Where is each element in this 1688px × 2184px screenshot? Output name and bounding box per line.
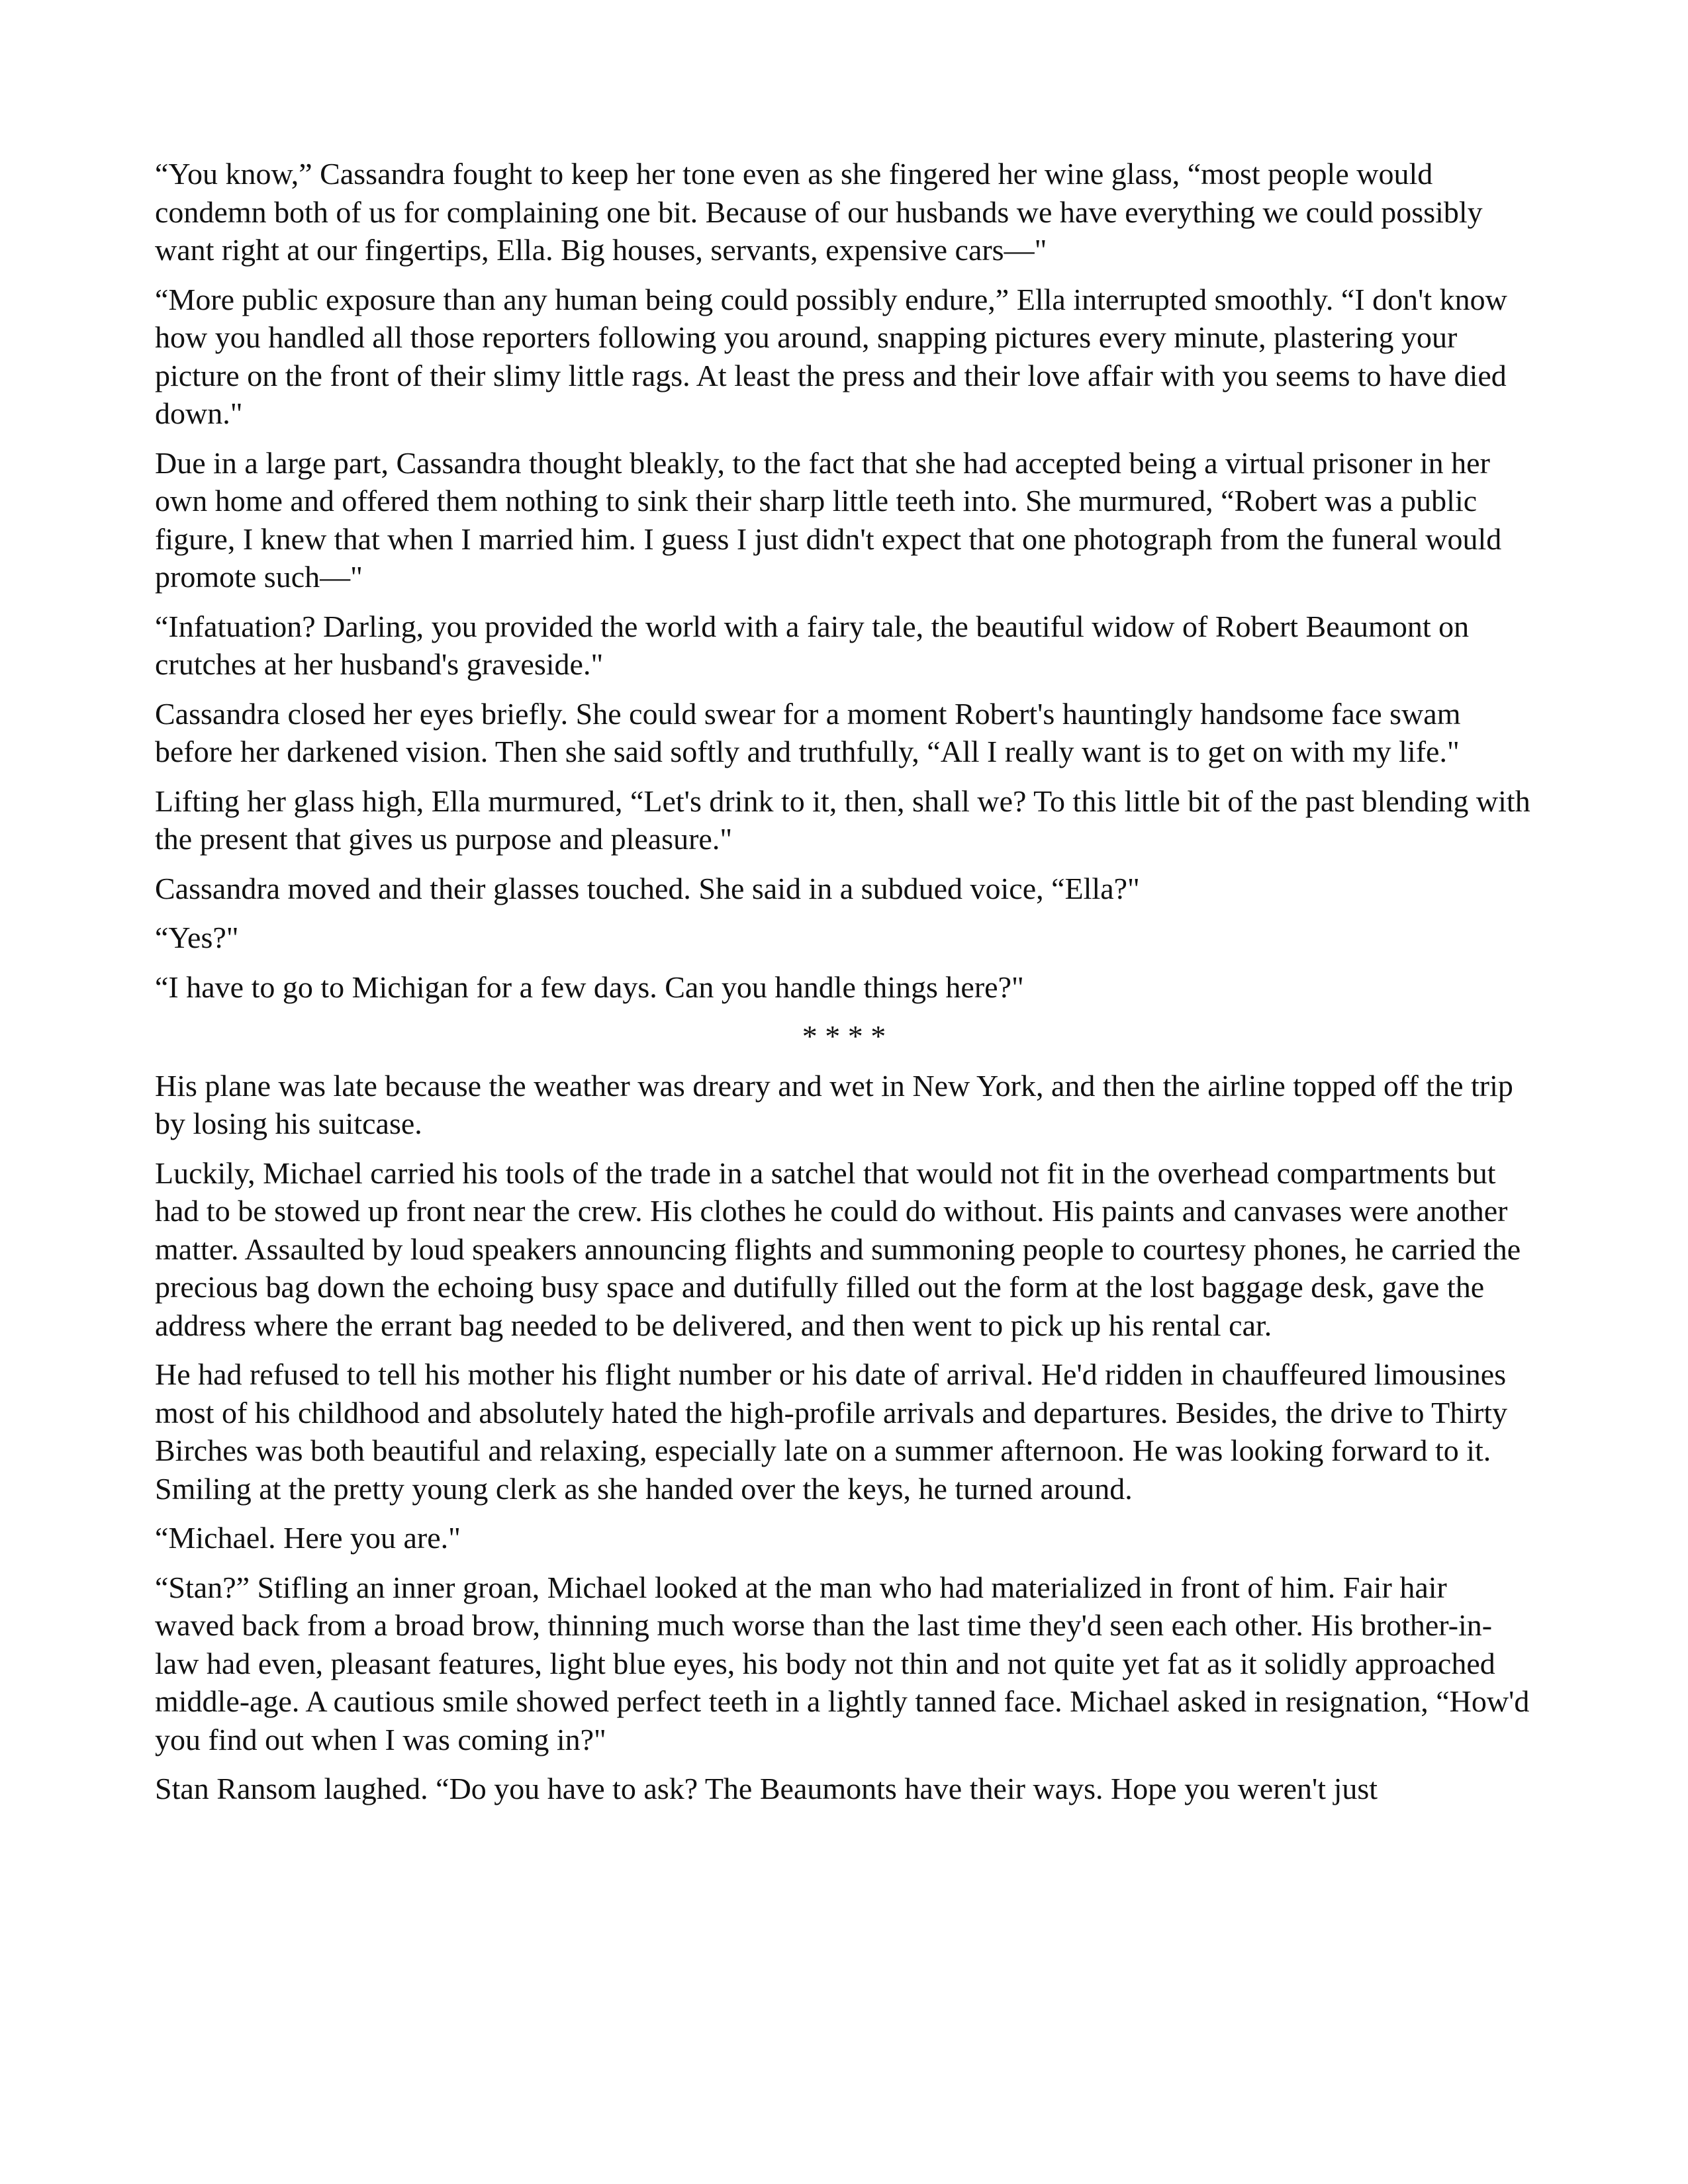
paragraph: “I have to go to Michigan for a few days. Can you handle things here?" bbox=[155, 970, 1024, 1004]
paragraph: Cassandra closed her eyes briefly. She could swear for a moment Robert's hauntingly handsome face swam before her darkened vision. Then she said softly and truthfully, “All I really want is to get on with my life." bbox=[155, 696, 1461, 768]
paragraph: “More public exposure than any human being could possibly endure,” Ella interrupted smoothly. “I don't know how you handled all those reporters following you around, snapping pictures every minute, plastering your picture on the front of their slimy little rags. At least the press and their love affair with you seems to have died down." bbox=[155, 282, 1507, 430]
paragraph: He had refused to tell his mother his flight number or his date of arrival. He'd ridden in chauffeured limousines most of his childhood and absolutely hated the high-profile arrivals and departures. Besides, the drive to Thirty Birches was both beautiful and relaxing, especially late on a summer afternoon. He was looking forward to it. Smiling at the pretty young clerk as she handed over the keys, he turned around. bbox=[155, 1357, 1508, 1506]
paragraph: Luckily, Michael carried his tools of the trade in a satchel that would not fit in the overhead compartments but had to be stowed up front near the crew. His clothes he could do without. His paints and canvases were another matter. Assaulted by loud speakers announcing flights and summoning people to courtesy phones, he carried the precious bag down the echoing busy space and dutifully filled out the form at the lost baggage desk, gave the address where the errant bag needed to be delivered, and then went to pick up his rental car. bbox=[155, 1156, 1521, 1342]
scene-break: * * * * bbox=[802, 1019, 886, 1053]
paragraph: “Infatuation? Darling, you provided the world with a fairy tale, the beautiful widow of Robert Beaumont on crutches at her husband's graveside." bbox=[155, 609, 1470, 681]
paragraph: Cassandra moved and their glasses touched. She said in a subdued voice, “Ella?" bbox=[155, 871, 1140, 905]
paragraph: Lifting her glass high, Ella murmured, “Let's drink to it, then, shall we? To this little bit of the past blending with the present that gives us purpose and pleasure." bbox=[155, 784, 1530, 856]
document-page bbox=[155, 155, 1533, 1819]
paragraph: Due in a large part, Cassandra thought bleakly, to the fact that she had accepted being a virtual prisoner in her own home and offered them nothing to sink their sharp little teeth into. She murmured, “Robert was a public figure, I knew that when I married him. I guess I just didn't expect that one photograph from the funeral would promote such—" bbox=[155, 445, 1502, 594]
paragraph: His plane was late because the weather was dreary and wet in New York, and then the airline topped off the trip by losing his suitcase. bbox=[155, 1068, 1513, 1140]
paragraph: Stan Ransom laughed. “Do you have to ask? The Beaumonts have their ways. Hope you weren't just bbox=[155, 1772, 1378, 1805]
paragraph: “Michael. Here you are." bbox=[155, 1521, 461, 1555]
paragraph: “Yes?" bbox=[155, 921, 239, 954]
paragraph: “You know,” Cassandra fought to keep her tone even as she fingered her wine glass, “most people would condemn both of us for complaining one bit. Because of our husbands we have everything we could possibly want right at our fingertips, Ella. Big houses, servants, expensive cars—" bbox=[155, 157, 1483, 267]
paragraph: “Stan?” Stifling an inner groan, Michael looked at the man who had materialized in front of him. Fair hair waved back from a broad brow, thinning much worse than the last time they'd seen each other. His brother-in-law had even, pleasant features, light blue eyes, his body not thin and not quite yet fat as it solidly approached middle-age. A cautious smile showed perfect teeth in a lightly tanned face. Michael asked in resignation, “How'd you find out when I was coming in?" bbox=[155, 1570, 1530, 1756]
